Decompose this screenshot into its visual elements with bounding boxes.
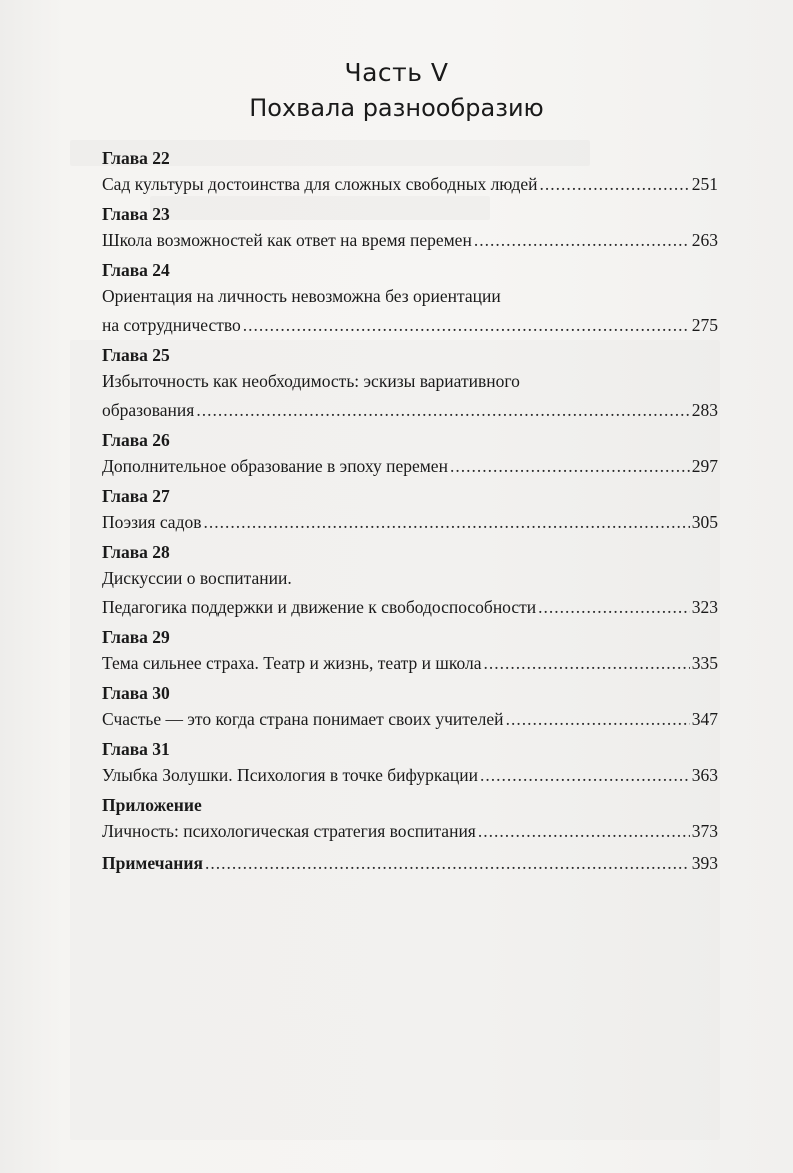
table-of-contents — [102, 146, 718, 878]
chapter-title: Улыбка Золушки. Психология в точке бифуркации — [102, 765, 479, 785]
toc-line — [102, 761, 718, 790]
dot-leader — [480, 761, 690, 790]
toc-entry — [102, 793, 718, 846]
dot-leader — [506, 705, 690, 734]
page-number: 305 — [691, 512, 718, 532]
chapter-title-line: Избыточность как необходимость: эскизы вариативного — [102, 371, 520, 391]
toc-entry — [102, 484, 718, 537]
chapter-label: Глава 26 — [102, 430, 170, 450]
chapter-title: Сад культуры достоинства для сложных свободных людей — [102, 174, 538, 194]
page-number: 283 — [691, 400, 718, 420]
toc-line — [102, 817, 718, 846]
chapter-title: Личность: психологическая стратегия воспитания — [102, 821, 476, 841]
chapter-title: Тема сильнее страха. Театр и жизнь, театр и школа — [102, 653, 482, 673]
dot-leader — [450, 452, 690, 481]
chapter-title: Поэзия садов — [102, 512, 202, 532]
toc-line — [102, 396, 718, 425]
dot-leader — [243, 311, 690, 340]
page-number: 323 — [691, 597, 718, 617]
dot-leader — [474, 226, 690, 255]
dot-leader — [538, 593, 690, 622]
chapter-title-line: Дискуссии о воспитании. — [102, 568, 292, 588]
chapter-label: Глава 23 — [102, 204, 170, 224]
chapter-title: Педагогика поддержки и движение к свободоспособности — [102, 597, 537, 617]
dot-leader — [540, 170, 690, 199]
chapter-title: Дополнительное образование в эпоху перемен — [102, 456, 448, 476]
page-number: 347 — [691, 709, 718, 729]
chapter-label: Глава 24 — [102, 260, 170, 280]
chapter-label: Приложение — [102, 795, 202, 815]
chapter-label: Глава 29 — [102, 627, 170, 647]
dot-leader — [203, 508, 689, 537]
toc-entry — [102, 202, 718, 255]
chapter-title: Школа возможностей как ответ на время перемен — [102, 230, 472, 250]
page-number: 251 — [691, 174, 718, 194]
toc-entry — [102, 343, 718, 425]
toc-entry — [102, 540, 718, 622]
chapter-label: Глава 25 — [102, 345, 170, 365]
toc-line — [102, 849, 718, 878]
toc-line — [102, 649, 718, 678]
chapter-title: образования — [102, 400, 195, 420]
part-subtitle: Похвала разнообразию — [249, 94, 544, 122]
toc-entry — [102, 681, 718, 734]
part-title: Часть V — [344, 58, 449, 87]
dot-leader — [478, 817, 690, 846]
page-number: 297 — [691, 456, 718, 476]
toc-line — [102, 705, 718, 734]
chapter-title-line: Ориентация на личность невозможна без ориентации — [102, 286, 501, 306]
chapter-label: Глава 27 — [102, 486, 170, 506]
toc-line — [102, 226, 718, 255]
toc-line — [102, 452, 718, 481]
chapter-title: на сотрудничество — [102, 315, 241, 335]
toc-entry — [102, 625, 718, 678]
chapter-label: Примечания — [102, 853, 203, 873]
toc-entry — [102, 428, 718, 481]
page-number: 363 — [691, 765, 718, 785]
toc-line — [102, 311, 718, 340]
toc-line — [102, 593, 718, 622]
page-number: 393 — [691, 853, 718, 873]
toc-entry — [102, 849, 718, 878]
toc-entry — [102, 258, 718, 340]
toc-line — [102, 170, 718, 199]
page-number: 373 — [691, 821, 718, 841]
toc-entry — [102, 737, 718, 790]
chapter-label: Глава 31 — [102, 739, 170, 759]
dot-leader — [196, 396, 689, 425]
toc-line — [102, 508, 718, 537]
page-number: 335 — [691, 653, 718, 673]
chapter-title: Счастье — это когда страна понимает своих учителей — [102, 709, 504, 729]
toc-entry — [102, 146, 718, 199]
chapter-label: Глава 30 — [102, 683, 170, 703]
page-number: 275 — [691, 315, 718, 335]
page-number: 263 — [691, 230, 718, 250]
chapter-label: Глава 28 — [102, 542, 170, 562]
dot-leader — [483, 649, 689, 678]
chapter-label: Глава 22 — [102, 148, 170, 168]
dot-leader — [205, 849, 690, 878]
